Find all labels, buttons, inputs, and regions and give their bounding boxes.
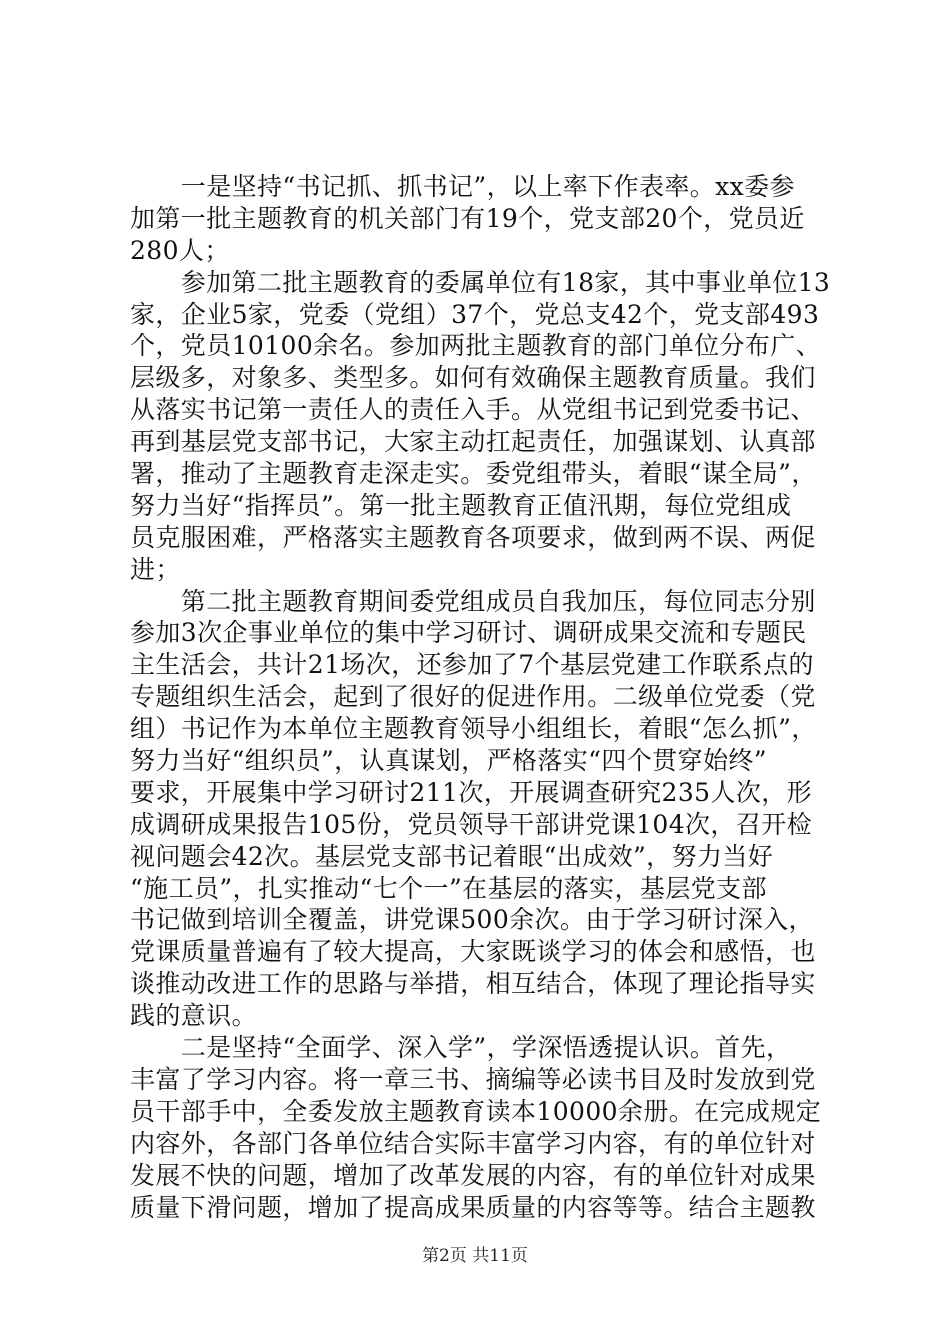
text-line: 质量下滑问题，增加了提高成果质量的内容等等。结合主题教	[130, 1192, 816, 1222]
page-footer: 第2页 共11页	[422, 1246, 528, 1266]
text-line: 书记做到培训全覆盖，讲党课500余次。由于学习研讨深入，	[130, 905, 814, 935]
document-body	[130, 171, 838, 1223]
text-line: 发展不快的问题，增加了改革发展的内容，有的单位针对成果	[130, 1160, 816, 1190]
text-line: 进；	[130, 554, 181, 584]
text-line: 党课质量普遍有了较大提高，大家既谈学习的体会和感悟，也	[130, 937, 816, 967]
text-line: 内容外，各部门各单位结合实际丰富学习内容，有的单位针对	[130, 1128, 816, 1158]
text-line: 家，企业5家，党委（党组）37个，党总支42个，党支部493	[130, 299, 820, 329]
text-line: 280人；	[130, 235, 230, 265]
text-line: 从落实书记第一责任人的责任入手。从党组书记到党委书记、	[130, 395, 816, 425]
text-line: 第二批主题教育期间委党组成员自我加压，每位同志分别	[130, 586, 816, 616]
text-line: 努力当好“组织员”，认真谋划，严格落实“四个贯穿始终”	[130, 746, 767, 776]
text-line: 层级多，对象多、类型多。如何有效确保主题教育质量。我们	[130, 363, 816, 393]
text-line: 加第一批主题教育的机关部门有19个，党支部20个，党员近	[130, 203, 805, 233]
text-line: 参加3次企事业单位的集中学习研讨、调研成果交流和专题民	[130, 618, 807, 648]
text-line: 一是坚持“书记抓、抓书记”，以上率下作表率。xx委参	[130, 172, 795, 201]
text-line: 丰富了学习内容。将一章三书、摘编等必读书目及时发放到党	[130, 1064, 816, 1094]
text-line: 要求，开展集中学习研讨211次，开展调查研究235人次，形	[130, 777, 813, 807]
text-line: 谈推动改进工作的思路与举措，相互结合，体现了理论指导实	[130, 969, 816, 999]
text-line: 组）书记作为本单位主题教育领导小组组长，着眼“怎么抓”，	[130, 714, 817, 744]
text-line: 践的意识。	[130, 1001, 258, 1031]
text-line: “施工员”，扎实推动“七个一”在基层的落实，基层党支部	[130, 873, 767, 903]
text-line: 成调研成果报告105份，党员领导干部讲党课104次，召开检	[130, 809, 813, 839]
text-line: 视问题会42次。基层党支部书记着眼“出成效”，努力当好	[130, 841, 774, 871]
text-line: 二是坚持“全面学、深入学”，学深悟透提认识。首先，	[130, 1033, 792, 1063]
text-line: 主生活会，共计21场次，还参加了7个基层党建工作联系点的	[130, 650, 814, 680]
text-line: 个，党员10100余名。参加两批主题教育的部门单位分布广、	[130, 331, 822, 361]
text-line: 参加第二批主题教育的委属单位有18家，其中事业单位13	[130, 267, 831, 297]
text-line: 署，推动了主题教育走深走实。委党组带头，着眼“谋全局”，	[130, 459, 817, 489]
text-line: 员克服困难，严格落实主题教育各项要求，做到两不误、两促	[130, 522, 816, 552]
text-line: 专题组织生活会，起到了很好的促进作用。二级单位党委（党	[130, 682, 816, 712]
text-line: 努力当好“指挥员”。第一批主题教育正值汛期，每位党组成	[130, 490, 792, 520]
text-line: 再到基层党支部书记，大家主动扛起责任，加强谋划、认真部	[130, 427, 816, 457]
text-line: 员干部手中，全委发放主题教育读本10000余册。在完成规定	[130, 1096, 822, 1126]
